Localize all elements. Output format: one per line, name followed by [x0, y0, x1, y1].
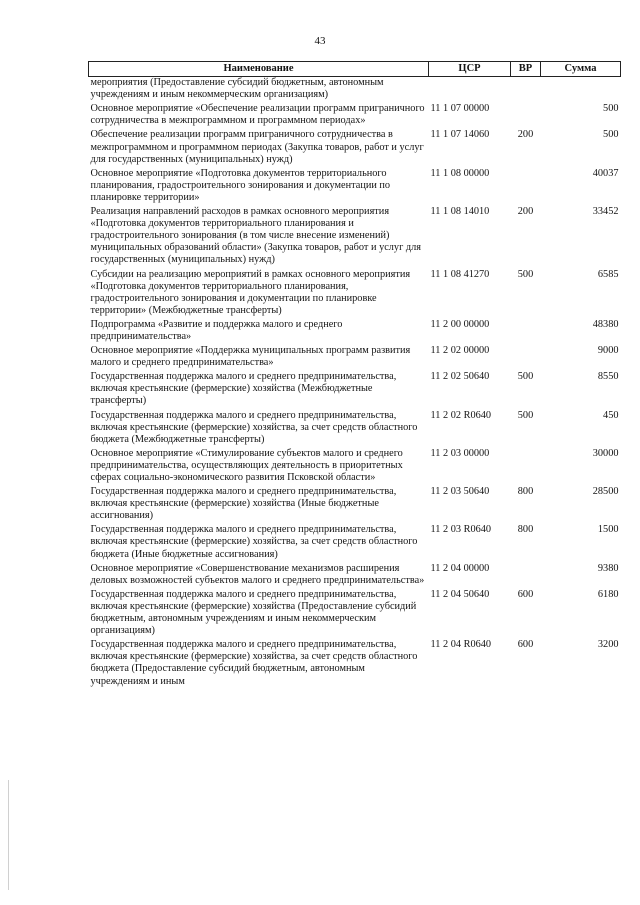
- table-row: [89, 77, 621, 104]
- header-csr: ЦСР: [429, 62, 511, 77]
- row-vr: 800: [517, 524, 534, 536]
- table-row: [89, 524, 621, 562]
- table-row: [89, 129, 621, 167]
- row-vr: 500: [517, 371, 534, 383]
- row-csr: [429, 77, 511, 104]
- row-name: Государственная поддержка малого и среднего предпринимательства, включая крестьянские (фермерские) хозяйства, за счет средств областного бюджета (Межбюджетные трансферты): [90, 409, 418, 445]
- row-name: Основное мероприятие «Обеспечение реализации программ приграничного сотрудничества в межпрограммном и программном периодах»: [90, 103, 425, 127]
- row-name: Основное мероприятие «Подготовка документов территориального планирования, градостроительного зонирования и документации по планировке территории»: [90, 167, 391, 203]
- header-vr: ВР: [511, 62, 541, 77]
- row-name: мероприятия (Предоставление субсидий бюджетным, автономным учреждениям и иным некоммерческим организациям): [90, 77, 384, 101]
- table-row: [89, 486, 621, 524]
- row-sum: 8550: [597, 371, 619, 383]
- row-sum: 6180: [597, 588, 619, 600]
- row-name: Государственная поддержка малого и среднего предпринимательства, включая крестьянские (фермерские) хозяйства (Межбюджетные трансферты): [90, 371, 397, 407]
- table-row: [89, 103, 621, 129]
- row-vr: [511, 103, 541, 129]
- row-csr: 11 1 08 41270: [430, 268, 490, 280]
- scan-edge-mark: [8, 780, 9, 890]
- page-number: 43: [314, 35, 326, 47]
- row-sum: 48380: [592, 318, 619, 330]
- table-row: [89, 168, 621, 206]
- row-vr: [511, 319, 541, 345]
- table-row: [89, 639, 621, 689]
- row-vr: 500: [517, 268, 534, 280]
- row-name: Основное мероприятие «Поддержка муниципальных программ развития малого и среднего предпринимательства»: [90, 345, 411, 369]
- row-vr: 200: [517, 129, 534, 141]
- table-row: [89, 448, 621, 486]
- row-sum: 3200: [597, 639, 619, 651]
- row-name: Основное мероприятие «Стимулирование субъектов малого и среднего предпринимательства, осуществляющих деятельность в приоритетных сферах социально-экономического развития Псковской области»: [90, 447, 403, 483]
- table-header-row: [89, 62, 621, 77]
- row-vr: 800: [517, 486, 534, 498]
- table-row: [89, 319, 621, 345]
- row-sum: 500: [603, 103, 619, 115]
- header-sum: Сумма: [541, 62, 621, 77]
- row-vr: [511, 77, 541, 104]
- row-name: Государственная поддержка малого и среднего предпринимательства, включая крестьянские (фермерские) хозяйства (Иные бюджетные ассигнования): [90, 486, 397, 522]
- row-name: Основное мероприятие «Совершенствование механизмов расширения деловых возможностей субъектов малого и среднего предпринимательства»: [90, 562, 425, 586]
- header-name: Наименование: [89, 62, 429, 77]
- row-name: Подпрограмма «Развитие и поддержка малого и среднего предпринимательства»: [90, 318, 343, 342]
- row-sum: [541, 77, 621, 104]
- row-csr: 11 2 02 50640: [430, 371, 490, 383]
- row-sum: 30000: [592, 447, 619, 459]
- row-csr: 11 2 03 50640: [430, 486, 490, 498]
- table-row: [89, 410, 621, 448]
- row-sum: 28500: [592, 486, 619, 498]
- row-name: Реализация направлений расходов в рамках основного мероприятия «Подготовка документов территориального планирования и градостроительного зонирования (в том числе внесение изменений) муниципальных образований области» (Закупка товаров, работ и услуг для государственных (муниципальных) нужд): [90, 206, 421, 266]
- row-vr: 600: [517, 588, 534, 600]
- row-csr: 11 2 04 50640: [430, 588, 490, 600]
- row-csr: 11 2 02 00000: [430, 345, 490, 357]
- row-csr: 11 2 02 R0640: [430, 409, 492, 421]
- row-name: Государственная поддержка малого и среднего предпринимательства, включая крестьянские (фермерские) хозяйства (Предоставление субсидий бюджетным, автономным учреждениям и иным некоммерческим организациям): [90, 588, 417, 637]
- row-vr: 500: [517, 409, 534, 421]
- row-name: Субсидии на реализацию мероприятий в рамках основного мероприятия «Подготовка документов территориального планирования, градостроительного зонирования и документации по планировке территории» (Межбюджетные трансферты): [90, 268, 411, 316]
- table-row: [89, 206, 621, 268]
- table-row: [89, 589, 621, 639]
- row-vr: [511, 345, 541, 371]
- row-sum: 1500: [597, 524, 619, 536]
- row-vr: 600: [517, 639, 534, 651]
- row-csr: 11 1 07 00000: [430, 103, 490, 115]
- row-sum: 33452: [592, 206, 619, 218]
- row-sum: 9000: [597, 345, 619, 357]
- budget-table: [88, 61, 621, 690]
- row-name: Государственная поддержка малого и среднего предпринимательства, включая крестьянские (фермерские) хозяйства, за счет средств областного бюджета (Иные бюджетные ассигнования): [90, 524, 418, 560]
- row-vr: [511, 168, 541, 206]
- row-csr: 11 2 03 00000: [430, 447, 490, 459]
- row-sum: 9380: [597, 562, 619, 574]
- table-row: [89, 371, 621, 409]
- table-row: [89, 563, 621, 589]
- row-csr: 11 2 03 R0640: [430, 524, 492, 536]
- table-body: [89, 77, 621, 690]
- row-csr: 11 2 00 00000: [430, 318, 490, 330]
- row-vr: [511, 448, 541, 486]
- row-csr: 11 2 04 R0640: [430, 639, 492, 651]
- row-csr: 11 1 08 00000: [430, 167, 490, 179]
- row-sum: 6585: [597, 268, 619, 280]
- row-csr: 11 1 08 14010: [430, 206, 490, 218]
- row-vr: [511, 563, 541, 589]
- row-vr: 200: [517, 206, 534, 218]
- row-sum: 40037: [592, 167, 619, 179]
- row-name: Обеспечение реализации программ приграничного сотрудничества в межпрограммном и программном периодах (Закупка товаров, работ и услуг для государственных (муниципальных) нужд): [90, 129, 424, 165]
- table-row: [89, 269, 621, 319]
- row-name: Государственная поддержка малого и среднего предпринимательства, включая крестьянские (фермерские) хозяйства, за счет средств областного бюджета (Предоставление субсидий бюджетным, автономным учреждениям и иным: [90, 639, 418, 687]
- table-row: [89, 345, 621, 371]
- row-csr: 11 1 07 14060: [430, 129, 490, 141]
- row-sum: 450: [603, 409, 619, 421]
- row-csr: 11 2 04 00000: [430, 562, 490, 574]
- row-sum: 500: [603, 129, 619, 141]
